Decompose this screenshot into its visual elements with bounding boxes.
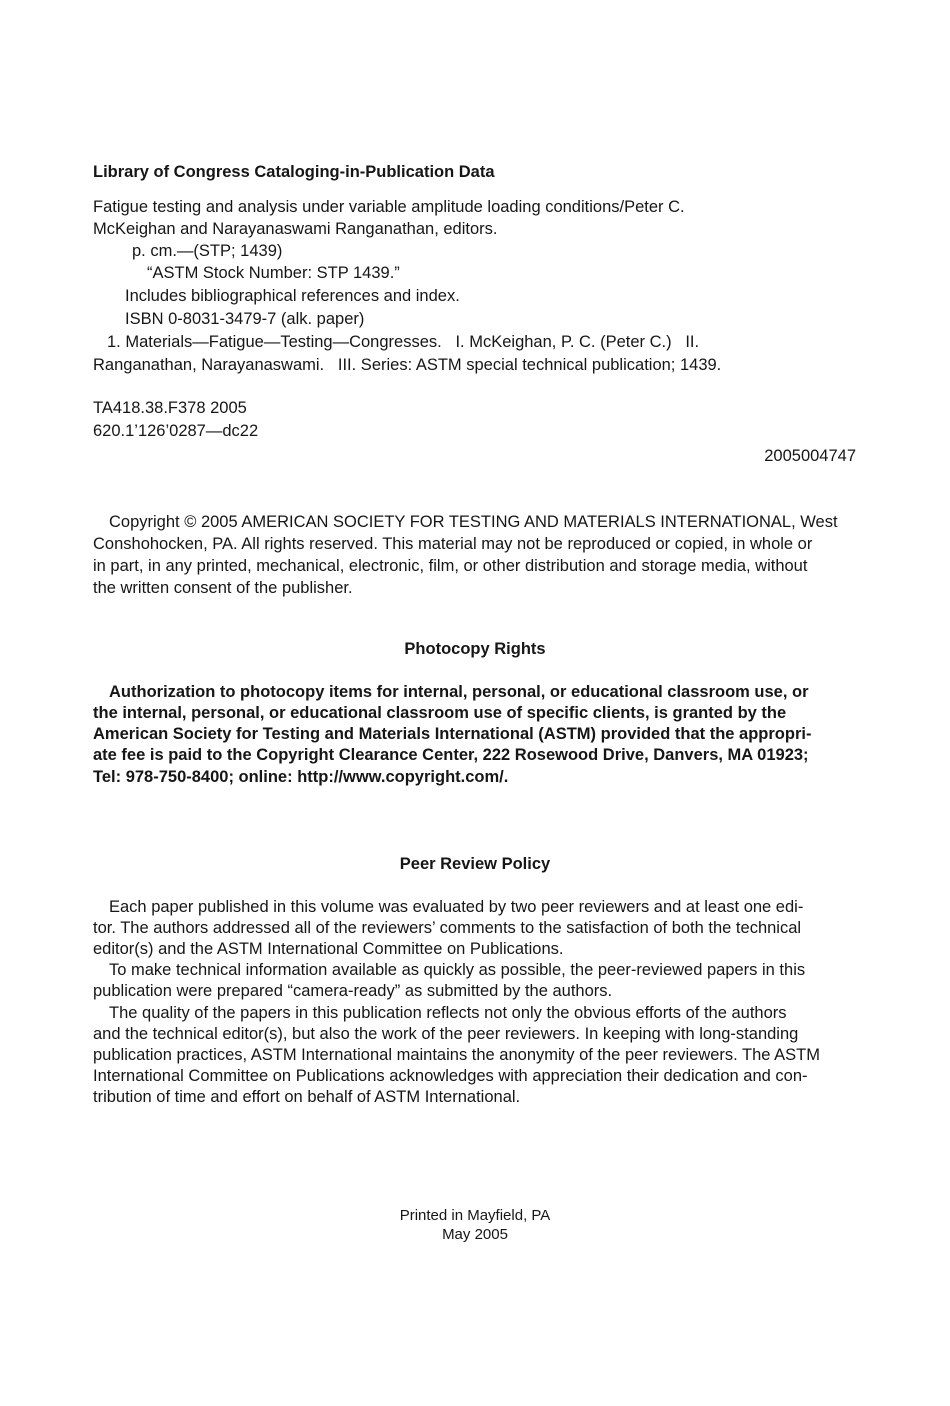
cip-line: 1. Materials—Fatigue—Testing—Congresses. I. McKeighan, P. C. (Peter C.) II. (107, 333, 700, 351)
cip-line: McKeighan and Narayanaswami Ranganathan, editors. (93, 220, 498, 238)
cip-line: Includes bibliographical references and index. (125, 287, 460, 305)
peer-review-line: International Committee on Publications acknowledges with appreciation their dedication and con- (93, 1067, 808, 1085)
cip-line: p. cm.—(STP; 1439) (132, 242, 283, 260)
peer-review-line: publication practices, ASTM International maintains the anonymity of the peer reviewers. The ASTM (93, 1046, 820, 1064)
peer-review-line: editor(s) and the ASTM International Committee on Publications. (93, 940, 564, 958)
peer-review-line: tor. The authors addressed all of the reviewers’ comments to the satisfaction of both the technical (93, 919, 802, 937)
cip-line: Fatigue testing and analysis under variable amplitude loading conditions/Peter C. (93, 198, 685, 216)
imprint-printed: Printed in Mayfield, PA (399, 1207, 551, 1224)
peer-review-line: publication were prepared “camera-ready” as submitted by the authors. (93, 982, 613, 1000)
cip-dewey-number: 620.1’126’0287—dc22 (93, 422, 259, 440)
peer-review-heading: Peer Review Policy (399, 855, 551, 873)
photocopy-line: Authorization to photocopy items for internal, personal, or educational classroom use, or (109, 683, 809, 701)
peer-review-line: To make technical information available as quickly as possible, the peer-reviewed papers in this (109, 961, 806, 979)
copyright-line: the written consent of the publisher. (93, 579, 353, 597)
photocopy-line: ate fee is paid to the Copyright Clearance Center, 222 Rosewood Drive, Danvers, MA 01923; (93, 746, 809, 764)
imprint-date: May 2005 (442, 1226, 508, 1243)
photocopy-line: Tel: 978-750-8400; online: http://www.copyright.com/. (93, 768, 509, 786)
cip-class-number: TA418.38.F378 2005 (93, 399, 247, 417)
peer-review-line: The quality of the papers in this publication reflects not only the obvious efforts of the authors (109, 1004, 787, 1022)
copyright-line: in part, in any printed, mechanical, electronic, film, or other distribution and storage media, without (93, 557, 808, 575)
cip-line: ISBN 0-8031-3479-7 (alk. paper) (125, 310, 365, 328)
copyright-line: Conshohocken, PA. All rights reserved. This material may not be reproduced or copied, in whole or (93, 535, 813, 553)
cip-line: Ranganathan, Narayanaswami. III. Series: ASTM special technical publication; 1439. (93, 356, 722, 374)
photocopy-line: the internal, personal, or educational classroom use of specific clients, is granted by the (93, 704, 787, 722)
cip-heading: Library of Congress Cataloging-in-Publication Data (93, 163, 495, 181)
photocopy-heading: Photocopy Rights (404, 640, 546, 658)
peer-review-line: tribution of time and effort on behalf of ASTM International. (93, 1088, 521, 1106)
peer-review-line: Each paper published in this volume was evaluated by two peer reviewers and at least one edi- (109, 898, 804, 916)
peer-review-line: and the technical editor(s), but also the work of the peer reviewers. In keeping with long-standing (93, 1025, 799, 1043)
cip-line: “ASTM Stock Number: STP 1439.” (147, 264, 400, 282)
copyright-line: Copyright © 2005 AMERICAN SOCIETY FOR TESTING AND MATERIALS INTERNATIONAL, West (109, 513, 838, 531)
cip-lccn: 2005004747 (764, 447, 856, 465)
photocopy-line: American Society for Testing and Materials International (ASTM) provided that the appropri- (93, 725, 812, 743)
